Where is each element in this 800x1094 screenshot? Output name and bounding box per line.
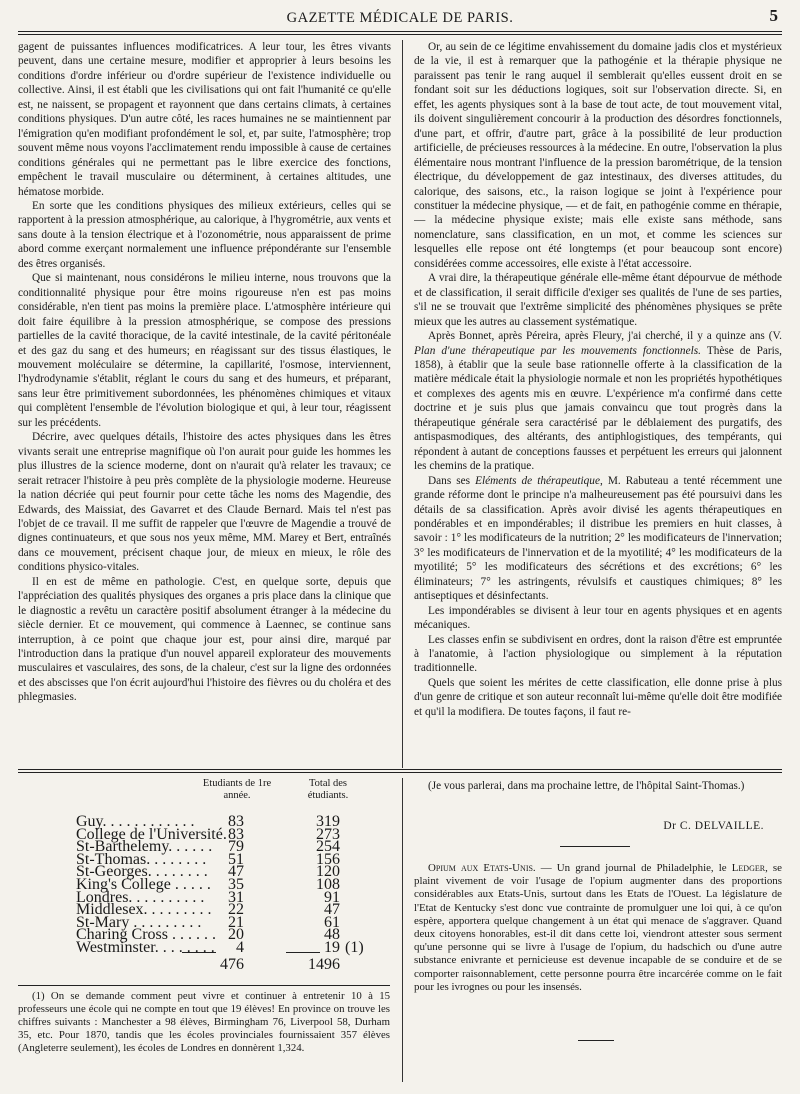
- column-header-total: Total des étudiants.: [307, 778, 349, 801]
- school-name: St-Barthelemy. . . . . .: [76, 838, 213, 856]
- paragraph: Quels que soient les mérites de cette classification, elle donne prise à plus d'un genre de critique et son auteur reconnaît lui-même qu'elle doit être modifiée et qu'il la modifiera. De toutes façons, il faut re-: [414, 676, 782, 718]
- paragraph: A vrai dire, la thérapeutique générale elle-même étant dépourvue de méthode et de classification, il serait difficile d'exiger ses qualités de l'une de ses parties, s'il ne se trouvait que l'extrême simplicité des phénomènes physiques se prête mieux que les autres au classement systématique.: [414, 272, 782, 328]
- column-divider: [402, 778, 403, 1082]
- table-sum-row: [40, 958, 390, 971]
- first-year-count: 31: [228, 888, 244, 906]
- total-count: 47: [324, 901, 340, 919]
- letter-close: (Je vous parlerai, dans ma prochaine lettre, de l'hôpital Saint-Thomas.): [428, 780, 745, 792]
- total-count: 156: [316, 850, 340, 868]
- left-column: [18, 40, 391, 765]
- paragraph: gagent de puissantes influences modificatrices. A leur tour, les êtres vivants peuvent, dans une certaine mesure, modifier et approprier à leurs besoins les conditions d'ordre inférieur ou d'ordre supérieur de l'existence individuelle ou collective. Ainsi, il est établi que les civilisations qui ont fait l'humanité ce qu'elle est, ne naissent, se propagent et rayonnent que dans certains climats, à certaines conditions physiques. D'un autre côté, les races humaines ne se maintiennent par l'émigration qu'en modifiant profondément le sol, et, par suite, l'atmosphère; trop souvent même nous voyons l'acclimatement rendu impossible à cause de certaines conditions générales qui ne permettant pas le libre exercice des fonctions, empêchent le travail musculaire ou déterminent, à certaines altitudes, une hématose morbide.: [18, 41, 391, 198]
- school-name: Westminster. . . . . . . .: [76, 939, 215, 956]
- paragraph-rabuteau: Dans ses Eléments de thérapeutique, M. Rabuteau a tenté récemment une grande réforme dont le principe n'a malheureusement pas été poursuivi dans les détails de sa classification. Après avoir divisé les agents thérapeutiques en pondérables et en impondérables; il distribue les premiers en huit classes, à savoir : 1° les modificateurs de la nutrition; 2° les modificateurs de l'innervation; 3° les modificateurs de l'innervation et de la myotilité; 4° les modificateurs de la myotilité; 5° les modificateurs des sécrétions et des excrétions; 6° les éliminateurs; 7° les astringents, révulsifs et caustiques chimiques; 8° les antiseptiques et désinfectants.: [414, 474, 782, 603]
- school-name: Middlesex. . . . . . . . .: [76, 901, 212, 919]
- news-title: Opium aux Etats-Unis.: [428, 862, 536, 874]
- school-name: St-Mary . . . . . . . . .: [76, 913, 202, 931]
- school-name: Guy. . . . . . . . . . . .: [76, 813, 195, 830]
- column-divider: [402, 40, 403, 768]
- footnote-rule: [18, 985, 390, 986]
- book-title: Eléments de thérapeutique: [475, 474, 600, 487]
- section-rule-second: [18, 772, 782, 773]
- signature-rule: [560, 846, 630, 847]
- total-count: 273: [316, 825, 340, 843]
- thesis-title: Plan d'une thérapeutique par les mouvements fonctionnels.: [414, 344, 701, 357]
- paragraph: Les impondérables se divisent à leur tour en agents physiques et en agents mécaniques.: [414, 604, 782, 632]
- school-name: King's College . . . . .: [76, 876, 211, 893]
- first-year-count: 83: [228, 825, 244, 843]
- total-count: 61: [324, 913, 340, 931]
- paragraph-thesis: Après Bonnet, après Péreira, après Fleury, j'ai cherché, il y a quinze ans (V. Plan d'une thérapeutique par les mouvements fonctionnels. Thèse de Paris, 1858), à établir que la seule base rationnelle offerte à la classification de la matière médicale était la physiologie normale et non les propriétés hypothétiques et complexes des agents mis en œuvre. L'expérience m'a confirmé dans cette doctrine et je suis plus que jamais convaincu que tout progrès dans la thérapeutique générale sera caractérisé par le déblaiement des purgatifs, des antispasmodiques, des altérants, des antiphlogistiques, des tempérants, qui répondent à autant de conceptions fausses et perpétuent les erreurs qui jalonnent les chemins de la pratique.: [414, 330, 782, 473]
- running-title: GAZETTE MÉDICALE DE PARIS.: [286, 10, 514, 26]
- section-rule: [18, 769, 782, 770]
- first-year-count: 83: [228, 813, 244, 830]
- school-name: College de l'Université.: [76, 825, 227, 843]
- column-header-first-year: Etudiants de 1re année.: [202, 778, 272, 801]
- school-name: St-Georges. . . . . . . .: [76, 863, 208, 881]
- sum-rule: [182, 952, 216, 953]
- total-count: 48: [324, 926, 340, 944]
- paragraph: Que si maintenant, nous considérons le milieu interne, nous trouvons que la conditionnalité physique pour être moins rigoureuse n'en est pas moins considérable, n'en tient pas moins la première place. L'atmosphère intérieure qui doit faire équilibre à la pression atmosphérique, se compose des pressions partielles de la cavité thoracique, de la cavité intestinale, de la cavité péritonéale et des gaz du sang et des humeurs; en réagissant sur des tissus élastiques, le mouvement moléculaire se détermine, la capillarité, l'osmose, interviennent, l'hydrodynamie s'établit, réglant le cours du sang et des humeurs, et préparant, sans leur être primitivement subordonnées, les phénomènes chimiques et vitaux qui complètent l'ensemble de l'évolution biologique et qui, à leur tour, réagissent sur les précédents.: [18, 272, 391, 429]
- first-year-count: 79: [228, 838, 244, 856]
- sum-total: 1496: [308, 956, 340, 973]
- footnote-ref: (1): [345, 939, 364, 956]
- page-header: [18, 4, 782, 32]
- school-name: Londres. . . . . . . . . .: [76, 888, 205, 906]
- total-count: 91: [324, 888, 340, 906]
- total-count: 120: [316, 863, 340, 881]
- total-count: 254: [316, 838, 340, 856]
- footnote: (1) On se demande comment peut vivre et continuer à entretenir 10 à 15 professeurs une école qui ne compte en tout que 19 élèves! En province on trouve les chiffres suivants : Manchester a 98 élèves, Birmingham 76, Liverpool 58, Durham 35, etc. Pour 1870, tandis que les écoles provinciales fournissaient 357 élèves (Angleterre seulement), les écoles de Londres en donnèrent 1,324.: [18, 990, 390, 1054]
- header-rule-second: [18, 34, 782, 35]
- school-name: Charing Cross . . . . . .: [76, 926, 216, 944]
- paragraph: Il en est de même en pathologie. C'est, en quelque sorte, depuis que l'appréciation des qualités physiques des organes a pris place dans la clinique que le diagnostic a revêtu un caractère positif absolument étranger à la médecine du siècle dernier. Et ce mouvement, qui commence à Laennec, se continue sans interruption, à ce point que chaque jour est, pour ainsi dire, marqué par l'introduction dans la pratique d'un nouvel appareil explorateur des mouvements musculaires et vasculaires, des sons, de la chaleur, c'est sur la ligne des ordonnées et des abscisses que l'on écrit aujourd'hui l'histoire des fièvres ou du choléra et des phlegmasies.: [18, 575, 391, 704]
- first-year-count: 4: [236, 939, 244, 956]
- page-number: 5: [769, 6, 778, 25]
- signature: Dr C. DELVAILLE.: [663, 820, 764, 832]
- paragraph: Or, au sein de ce légitime envahissement du domaine jadis clos et mystérieux de la vie, il est à remarquer que la pathogénie et la thérapie physique ne paraissent pas tenir le rang auquel il semblerait qu'elles eussent droit en se fondant soit sur les déductions logiques, soit sur l'observation directe. Si, en effet, les agents physiques sont à la base de tout acte, de tout mouvement vital, ils doivent singulièrement concourir à la production des désordres fonctionnels, d'une part, et offrir, d'autre part, grâce à la possibilité de leur production artificielle, de précieuses ressources à la médecine. En outre, l'observation la plus élémentaire nous montrant l'influence de la pression barométrique, de la tension électrique, du développement de gaz intestinaux, des diverses attitudes, du calorique, des saisons, etc., la raison logique se joint à l'expérience pour constituer la médecine physique, — et de fait, en pathogénie comme en thérapie, — la médecine physique existe; mais elle existe sans méthode, sans nomenclature, sans classification, en un mot, et comme les sciences sur lesquelles elle repose ont été longtemps (et pour beaucoup sont encore) considérées comme accessoires, elle existe à l'état accessoire.: [414, 41, 782, 270]
- first-year-count: 20: [228, 926, 244, 944]
- first-year-count: 51: [228, 850, 244, 868]
- total-count: 108: [316, 876, 340, 893]
- sum-rule: [286, 952, 320, 953]
- news-item: Opium aux Etats-Unis. — Un grand journal de Philadelphie, le Ledger, se plaint vivement de voir l'usage de l'opium augmenter dans des proportions considérables aux Etats-Unis, surtout dans les Etats de l'Ouest. La législature de l'Etat de Kentucky s'est donc vue contrainte de promulguer une loi qui, à ce qu'on espère, apportera quelque changement à un état qui menace de s'aggraver. Quand deux citoyens honorables, est-il dit dans cette loi, viendront attester sous serment qu'une personne qui se livre à l'usage de l'opium, du hadschich ou d'une autre substance enivrante et pernicieuse est devenue incapable de se conduire et de se comporter raisonnablement, cette personne pourra être incarcérée comme on le fait pour les ivrognes ou pour les insensés.: [414, 862, 782, 993]
- paragraph: Décrire, avec quelques détails, l'histoire des actes physiques dans les êtres vivants serait une entreprise magnifique où l'on aurait pour guide les hommes les plus illustres de la science moderne, dont on n'aurait qu'à relater les travaux; ce serait retracer l'histoire à peu près complète de la physiologie moderne. Heureuse la nation décriée qui peut fournir pour cette tâche les noms des Magendie, des Edwards, des Maissiat, des Gavarret et des Claude Bernard. Mais tel n'est pas l'objet de ce travail. Il me suffit de rappeler que l'œuvre de Magendie a trouvé de dignes continuateurs, et que sous nos yeux même, MM. Marey et Bert, entraînés dans ce mouvement, précisent chaque jour, de mieux en mieux, le rôle des conditions physico-vitales.: [18, 431, 391, 574]
- paragraph: En sorte que les conditions physiques des milieux extérieurs, celles qui se rapportent à la pression atmosphérique, au calorique, à l'hygrométrie, aux vents et sans doute à la tension électrique et à l'ozonométrie, nous apparaissent de prime abord comme exerçant normalement une influence prépondérante sur l'ensemble des êtres organisés.: [18, 199, 391, 270]
- sum-first-year: 476: [220, 956, 244, 973]
- paragraph: Les classes enfin se subdivisent en ordres, dont la raison d'être est empruntée à l'anatomie, à l'action physiologique ou simplement à la réputation traditionnelle.: [414, 633, 782, 675]
- end-rule: [578, 1040, 614, 1041]
- header-rule: [18, 31, 782, 32]
- right-column: [414, 40, 782, 765]
- first-year-count: 22: [228, 901, 244, 919]
- total-count: 19: [324, 939, 340, 956]
- first-year-count: 35: [228, 876, 244, 893]
- total-count: 319: [316, 813, 340, 830]
- school-name: St-Thomas. . . . . . . .: [76, 850, 207, 868]
- first-year-count: 47: [228, 863, 244, 881]
- journal-name: Ledger: [731, 862, 766, 874]
- first-year-count: 21: [228, 913, 244, 931]
